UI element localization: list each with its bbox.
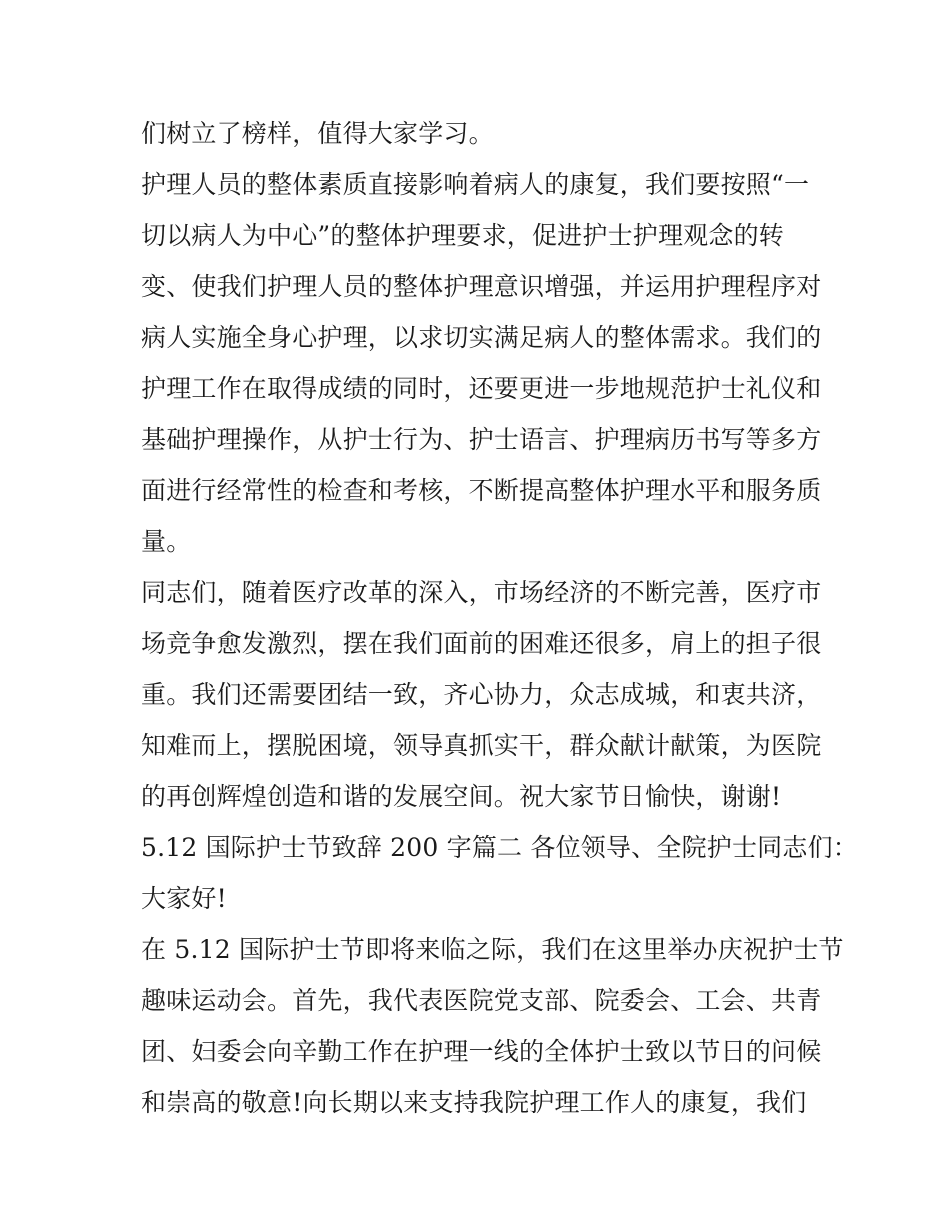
text-line: 面进行经常性的检查和考核，不断提高整体护理水平和服务质 [141,476,822,505]
text-line: 的再创辉煌创造和谐的发展空间。祝大家节日愉快，谢谢! [141,782,782,811]
text-line: 在 5.12 国际护士节即将来临之际，我们在这里举办庆祝护士节 [141,935,844,964]
body-text [141,108,858,1128]
text-line: 场竞争愈发激烈，摆在我们面前的困难还很多，肩上的担子很 [141,629,822,658]
text-line: 趣味运动会。首先，我代表医院党支部、院委会、工会、共青 [141,986,822,1015]
text-line: 知难而上，摆脱困境，领导真抓实干，群众献计献策，为医院 [141,731,822,760]
text-line: 病人实施全身心护理，以求切实满足病人的整体需求。我们的 [141,323,822,352]
text-line: 们树立了榜样，值得大家学习。 [141,119,494,148]
text-line: 量。 [141,527,192,556]
text-line: 和崇高的敬意!向长期以来支持我院护理工作人的康复，我们 [141,1088,807,1117]
section-heading-line: 5.12 国际护士节致辞 200 字篇二 各位领导、全院护士同志们： [141,833,858,862]
text-line: 护理工作在取得成绩的同时，还要更进一步地规范护士礼仪和 [141,374,822,403]
text-line: 团、妇委会向辛勤工作在护理一线的全体护士致以节日的问候 [141,1037,822,1066]
text-line: 基础护理操作，从护士行为、护士语言、护理病历书写等多方 [141,425,822,454]
text-line: 同志们，随着医疗改革的深入，市场经济的不断完善，医疗市 [141,578,822,607]
text-line: 切以病人为中心”的整体护理要求，促进护士护理观念的转 [141,221,784,250]
text-line: 重。我们还需要团结一致，齐心协力，众志成城，和衷共济， [141,680,822,709]
text-line: 护理人员的整体素质直接影响着病人的康复，我们要按照“一 [141,170,810,199]
greeting-line: 大家好! [141,884,227,913]
text-line: 变、使我们护理人员的整体护理意识增强，并运用护理程序对 [141,272,822,301]
